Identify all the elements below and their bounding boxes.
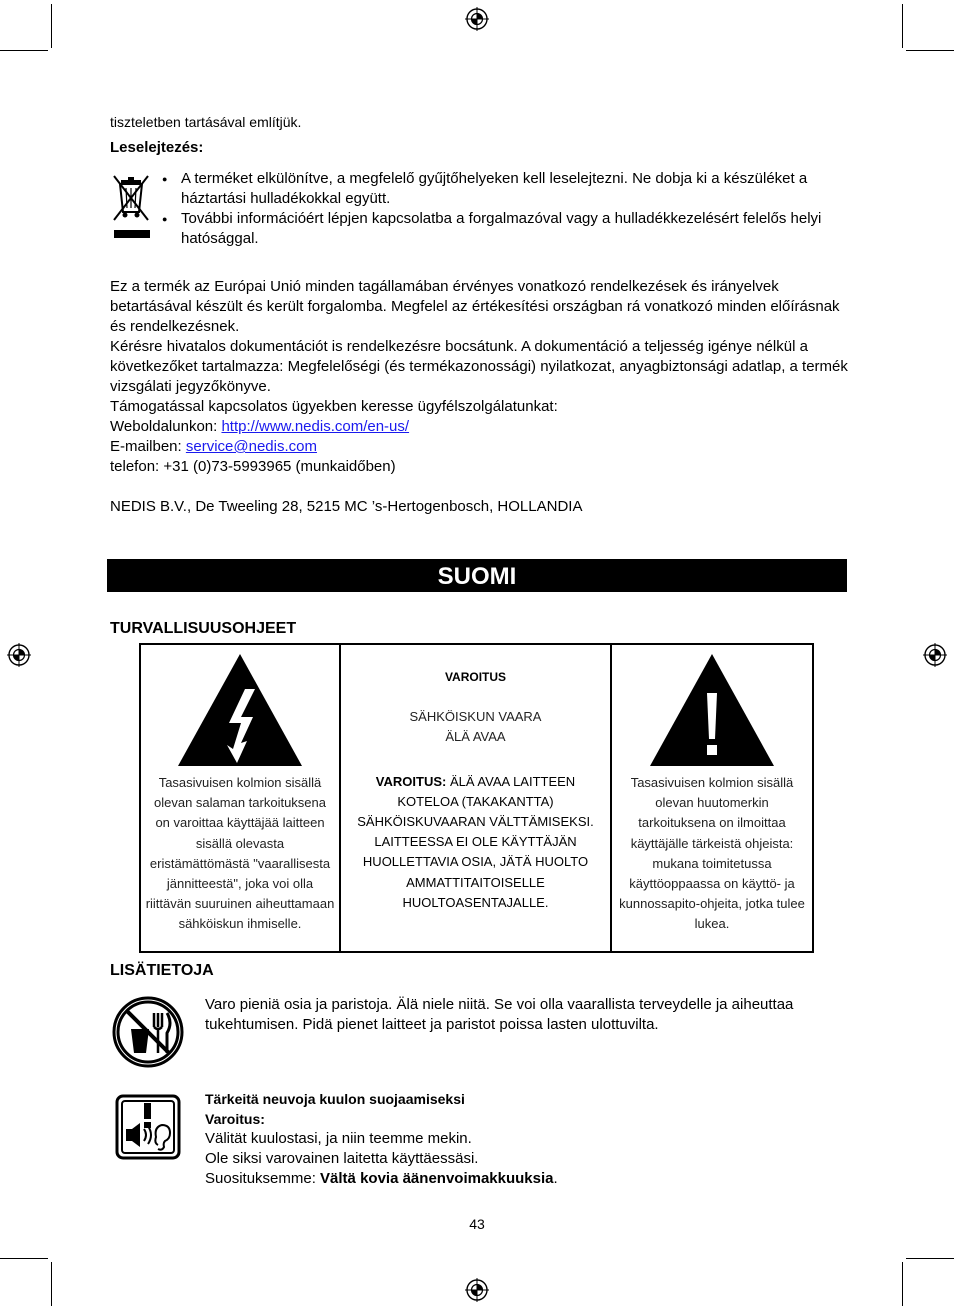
registration-mark-icon: [923, 643, 947, 667]
warning-cell-center: [340, 644, 611, 952]
email-label: E-mailben:: [110, 438, 186, 455]
disposal-bullet-list: [162, 169, 852, 249]
shock-hazard-line: SÄHKÖISKUN VAARA: [409, 709, 542, 725]
warning-table: [139, 643, 814, 953]
recommendation-bold: Vältä kovia äänenvoimakkuuksia: [320, 1170, 554, 1187]
warning-body-text: ÄLÄ AVAA LAITTEEN KOTELOA (TAKAKANTTA) SÄHKÖISKUVAARAN VÄLTTÄMISEKSI. LAITTEESSA EI OLE KÄYTTÄJÄN HUOLLETTAVIA OSIA, JÄTÄ HUOLTO AMMATTITAITOISELLE HUOLTOASENTAJALLE.: [357, 773, 594, 910]
warning-cell-right: [611, 644, 813, 952]
warning-cell-left: [140, 644, 340, 952]
disposal-heading: Leselejtezés:: [110, 139, 204, 156]
info-heading: LISÄTIETOJA: [110, 962, 214, 979]
hearing-block: [205, 1089, 855, 1189]
hearing-line-2: Ole siksi varovainen laitetta käyttäessäsi.: [205, 1150, 479, 1167]
email-link[interactable]: service@nedis.com: [185, 438, 317, 455]
warning-body: [345, 772, 606, 913]
hearing-protection-icon: [114, 1093, 182, 1161]
hearing-line-1: Välität kuulostasi, ja niin teemme mekin.: [205, 1130, 472, 1147]
hearing-recommendation: [205, 1169, 855, 1189]
address-line: NEDIS B.V., De Tweeling 28, 5215 MC ’s-Hertogenbosch, HOLLANDIA: [110, 498, 583, 515]
no-eating-small-parts-icon: [111, 995, 185, 1069]
registration-mark-icon: [465, 7, 489, 31]
website-label: Weboldalunkon:: [110, 418, 222, 435]
lightning-triangle-icon: [175, 651, 305, 769]
phone-line: telefon: +31 (0)73-5993965 (munkaidőben): [110, 458, 396, 475]
warning-title: VAROITUS: [444, 670, 507, 684]
do-not-open-line: ÄLÄ AVAA: [445, 729, 506, 745]
page-number: 43: [469, 1216, 485, 1232]
hearing-warning-label: Varoitus:: [205, 1111, 265, 1127]
website-link[interactable]: http://www.nedis.com/en-us/: [221, 418, 410, 435]
exclamation-caption: Tasasivuisen kolmion sisällä olevan huutomerkin tarkoituksena on ilmoittaa käyttäjälle tärkeistä ohjeista: mukana toimitetussa käyttöoppaassa on käyttö- ja kunnossapito-ohjeita, jotka tulee lukea.: [619, 775, 805, 932]
weee-crossed-bin-icon: [110, 172, 152, 242]
email-line: [110, 437, 855, 457]
disposal-bullet-2: ● További információért lépjen kapcsolatba a forgalmazóval vagy a hulladékkezelésért felelős helyi hatósággal.: [162, 209, 852, 249]
disposal-bullet-1: ● A terméket elkülönítve, a megfelelő gyűjtőhelyeken kell leselejtezni. Ne dobja ki a készüléket a háztartási hulladékokkal együtt.: [162, 169, 852, 209]
hearing-title: Tärkeitä neuvoja kuulon suojaamiseksi: [205, 1091, 465, 1107]
recommendation-prefix: Suosituksemme:: [205, 1170, 321, 1187]
trailing-line: tiszteletben tartásával említjük.: [110, 114, 302, 130]
recommendation-suffix: .: [553, 1170, 558, 1187]
warning-body-label: VAROITUS:: [375, 773, 447, 789]
compliance-block: [110, 277, 855, 517]
compliance-paragraph-1: Ez a termék az Európai Unió minden tagállamában érvényes vonatkozó rendelkezések és irányelvek betartásával készült és került forgalomba. Megfelel az értékesítési országban rá vonatkozó minden előírásnak és rendelkezésnek.: [110, 278, 840, 335]
lightning-caption: Tasasivuisen kolmion sisällä olevan salaman tarkoituksena on varoittaa käyttäjää laitteen sisällä olevasta eristämättömästä "vaarallisesta jännitteestä", joka voi olla riittävän suuruinen aiheuttamaan sähköiskun ihmiselle.: [145, 775, 335, 932]
safety-heading: TURVALLISUUSOHJEET: [110, 620, 297, 637]
exclamation-triangle-icon: [647, 651, 777, 769]
language-banner: SUOMI: [107, 559, 847, 592]
compliance-paragraph-3: Támogatással kapcsolatos ügyekben keresse ügyfélszolgálatunkat:: [110, 398, 558, 415]
website-line: [110, 417, 855, 437]
registration-mark-icon: [465, 1278, 489, 1302]
small-parts-text: Varo pieniä osia ja paristoja. Älä niele niitä. Se voi olla vaarallista terveydelle ja aiheuttaa tukehtumisen. Pidä pienet laitteet ja paristot poissa lasten ulottuvilta.: [205, 996, 794, 1033]
compliance-paragraph-2: Kérésre hivatalos dokumentációt is rendelkezésre bocsátunk. A dokumentáció a teljesség igénye nélkül a következőket tartalmazza: Megfelelőségi (és termékazonossági) nyilatkozat, anyagbiztonsági adatlap, a termék vizsgálati jegyzőkönyve.: [110, 338, 848, 395]
registration-mark-icon: [7, 643, 31, 667]
